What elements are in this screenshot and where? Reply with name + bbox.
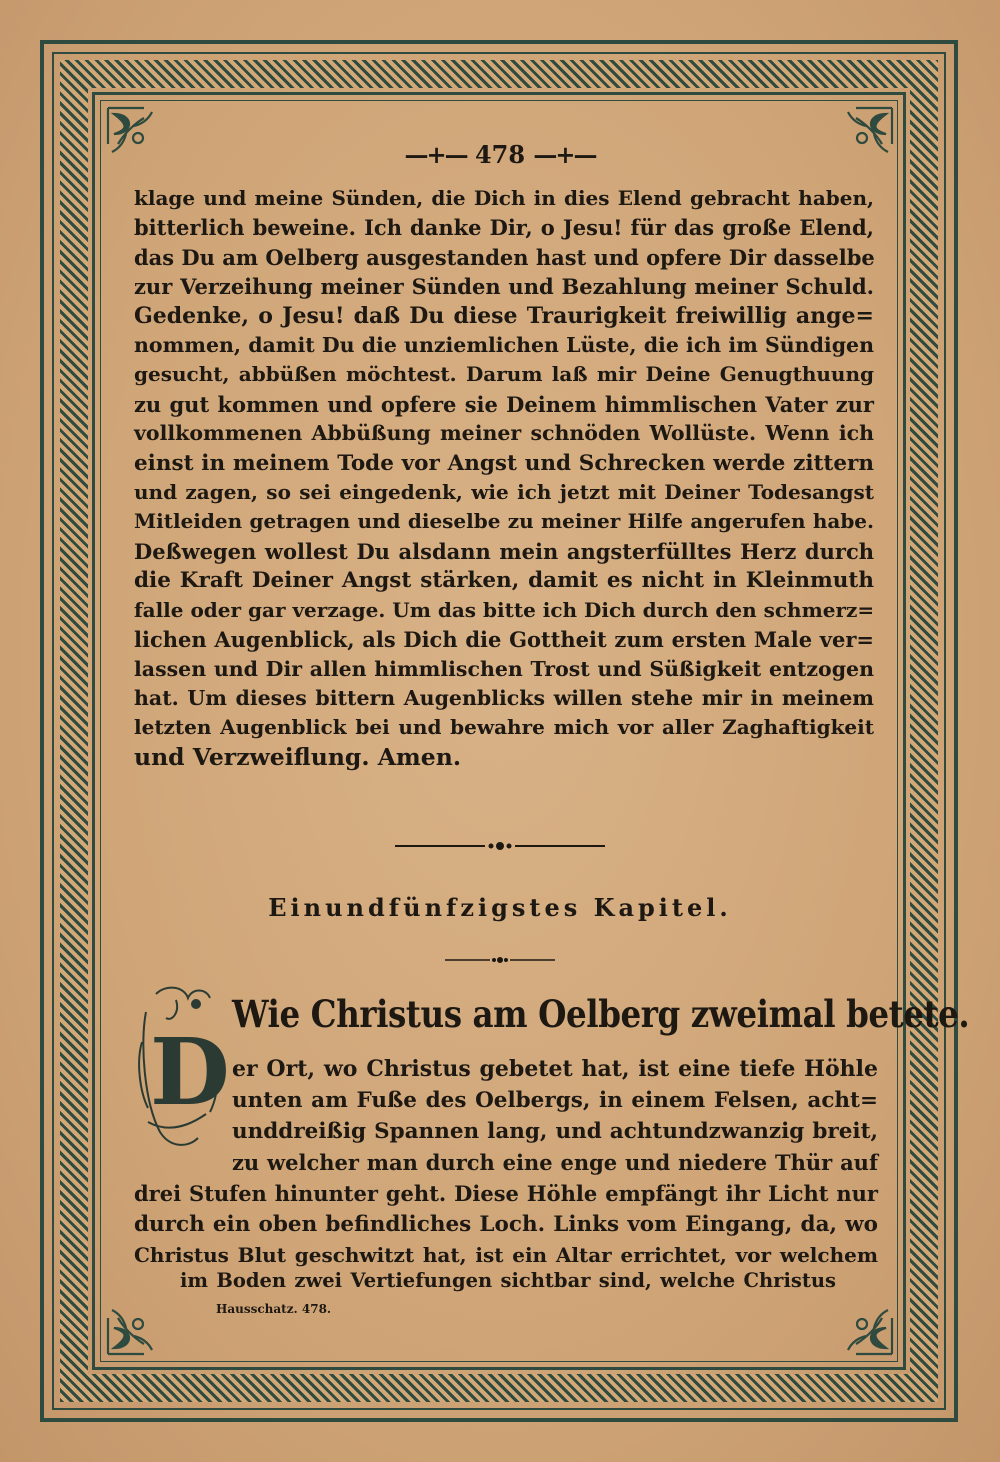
page-number-value: 478 <box>474 140 526 169</box>
text-line: gesucht, abbüßen möchtest. Darum laß mir Deine Genugthuung <box>134 362 874 387</box>
text-line: das Du am Oelberg ausgestanden hast und opfere Dir dasselbe <box>134 244 875 270</box>
text-line: bitterlich beweine. Ich danke Dir, o Jesu! für das große Elend, <box>134 215 874 241</box>
ornament-dash-right: —+— <box>533 140 596 169</box>
page-number <box>0 140 1000 169</box>
text-line: klage und meine Sünden, die Dich in dies Elend gebracht haben, <box>134 186 874 210</box>
text-line: unddreißig Spannen lang, und achtundzwanzig breit, <box>232 1119 878 1144</box>
corner-ornament-icon <box>104 1302 160 1358</box>
corner-ornament-icon <box>840 1302 896 1358</box>
text-line: hat. Um dieses bittern Augenblicks willen stehe mir in meinem <box>134 685 874 710</box>
text-line: durch ein oben befindliches Loch. Links vom Eingang, da, wo <box>134 1212 878 1237</box>
text-line: lichen Augenblick, als Dich die Gottheit zum ersten Male ver= <box>134 627 874 653</box>
body-text <box>134 184 874 772</box>
ornament-dash-left: —+— <box>404 140 467 169</box>
heading-divider <box>445 950 555 960</box>
text-line: Deßwegen wollest Du alsdann mein angsterfülltes Herz durch <box>134 538 874 564</box>
text-line: im Boden zwei Vertiefungen sichtbar sind, welche Christus <box>180 1269 836 1292</box>
section-title: Wie Christus am Oelberg zweimal betete. <box>232 992 970 1036</box>
text-line: und zagen, so sei eingedenk, wie ich jetzt mit Deiner Todesangst <box>134 480 874 505</box>
drop-cap-letter: D <box>150 1018 230 1126</box>
text-line: unten am Fuße des Oelbergs, in einem Felsen, acht= <box>232 1088 878 1113</box>
text-line: Gedenke, o Jesu! daß Du diese Traurigkeit freiwillig ange= <box>134 302 874 329</box>
section-divider <box>395 838 605 852</box>
text-line: einst in meinem Tode vor Angst und Schrecken werde zittern <box>134 450 874 476</box>
text-line: und Verzweiflung. Amen. <box>134 742 462 771</box>
text-line: Mitleiden getragen und dieselbe zu meiner Hilfe angerufen habe. <box>134 509 874 534</box>
chapter-heading: Einundfünfzigstes Kapitel. <box>268 893 732 922</box>
text-line: er Ort, wo Christus gebetet hat, ist eine tiefe Höhle <box>232 1056 878 1082</box>
text-line: zu welcher man durch eine enge und niedere Thür auf <box>232 1150 878 1175</box>
text-line: lassen und Dir allen himmlischen Trost und Süßigkeit entzogen <box>134 656 874 681</box>
text-line: letzten Augenblick bei und bewahre mich vor aller Zaghaftigkeit <box>134 715 874 740</box>
text-line: Christus Blut geschwitzt hat, ist ein Altar errichtet, vor welchem <box>134 1243 878 1267</box>
text-line: nommen, damit Du die unziemlichen Lüste, die ich im Sündigen <box>134 333 874 358</box>
text-line: zur Verzeihung meiner Sünden und Bezahlung meiner Schuld. <box>134 274 874 300</box>
text-line: zu gut kommen und opfere sie Deinem himmlischen Vater zur <box>134 391 874 417</box>
text-line: falle oder gar verzage. Um das bitte ich Dich durch den schmerz= <box>134 597 875 622</box>
text-line: drei Stufen hinunter geht. Diese Höhle empfängt ihr Licht nur <box>134 1181 878 1206</box>
decorated-initial <box>136 982 230 1152</box>
text-line: vollkommenen Abbüßung meiner schnöden Wollüste. Wenn ich <box>134 421 874 446</box>
footer-signature: Hausschatz. 478. <box>216 1302 332 1316</box>
text-line: die Kraft Deiner Angst stärken, damit es nicht in Kleinmuth <box>134 568 874 594</box>
